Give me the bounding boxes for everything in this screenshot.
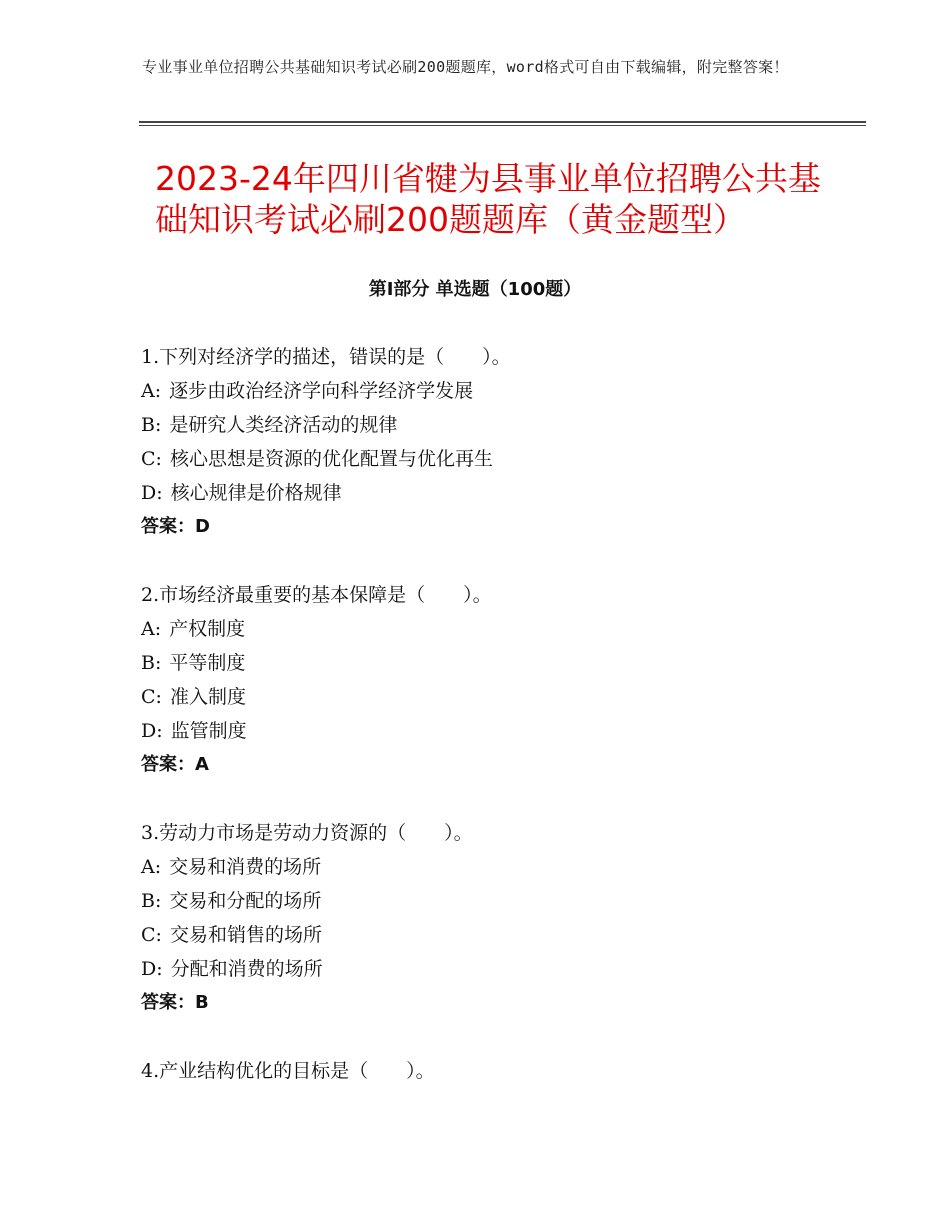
option-text: 交易和消费的场所 [169,856,322,878]
option-d [141,476,841,510]
option-key: B: [141,414,162,436]
question-stem: 3.劳动力市场是劳动力资源的（ ）。 [141,822,473,844]
option-b [141,884,841,918]
question-stem: 2.市场经济最重要的基本保障是（ ）。 [141,584,492,606]
section-heading: 第Ⅰ部分 单选题（100题） [368,279,582,300]
option-key: D: [141,958,163,980]
question-stem: 1.下列对经济学的描述，错误的是（ ）。 [141,346,511,368]
question-list [141,340,841,1122]
option-key: A: [141,380,162,402]
option-b [141,646,841,680]
option-a [141,612,841,646]
option-key: C: [141,924,162,946]
option-key: C: [141,448,162,470]
answer-line: 答案：B [141,992,209,1013]
option-c [141,442,841,476]
option-text: 是研究人类经济活动的规律 [169,414,398,436]
header-divider-thin [139,125,866,126]
answer-line: 答案：D [141,516,210,537]
option-d [141,952,841,986]
option-a [141,850,841,884]
option-text: 监管制度 [170,720,247,742]
option-text: 准入制度 [169,686,246,708]
option-text: 平等制度 [169,652,246,674]
question-3 [141,816,841,1020]
option-d [141,714,841,748]
option-key: B: [141,890,162,912]
header-note: 专业事业单位招聘公共基础知识考试必刷200题题库，word格式可自由下载编辑，附完整答案！ [142,58,789,76]
option-key: B: [141,652,162,674]
option-key: A: [141,618,162,640]
option-text: 产权制度 [169,618,246,640]
option-key: A: [141,856,162,878]
option-text: 分配和消费的场所 [170,958,323,980]
option-c [141,918,841,952]
option-c [141,680,841,714]
option-key: D: [141,482,163,504]
option-text: 交易和分配的场所 [169,890,322,912]
header-divider [139,121,866,123]
answer-line: 答案：A [141,754,209,775]
question-2 [141,578,841,782]
option-text: 核心思想是资源的优化配置与优化再生 [169,448,493,470]
question-4 [141,1054,841,1088]
option-text: 交易和销售的场所 [169,924,322,946]
option-b [141,408,841,442]
option-text: 核心规律是价格规律 [170,482,342,504]
document-title: 2023-24年四川省犍为县事业单位招聘公共基础知识考试必刷200题题库（黄金题型） [155,159,821,239]
option-key: C: [141,686,162,708]
question-stem: 4.产业结构优化的目标是（ ）。 [141,1060,435,1082]
option-key: D: [141,720,163,742]
question-1 [141,340,841,544]
option-a [141,374,841,408]
option-text: 逐步由政治经济学向科学经济学发展 [169,380,474,402]
